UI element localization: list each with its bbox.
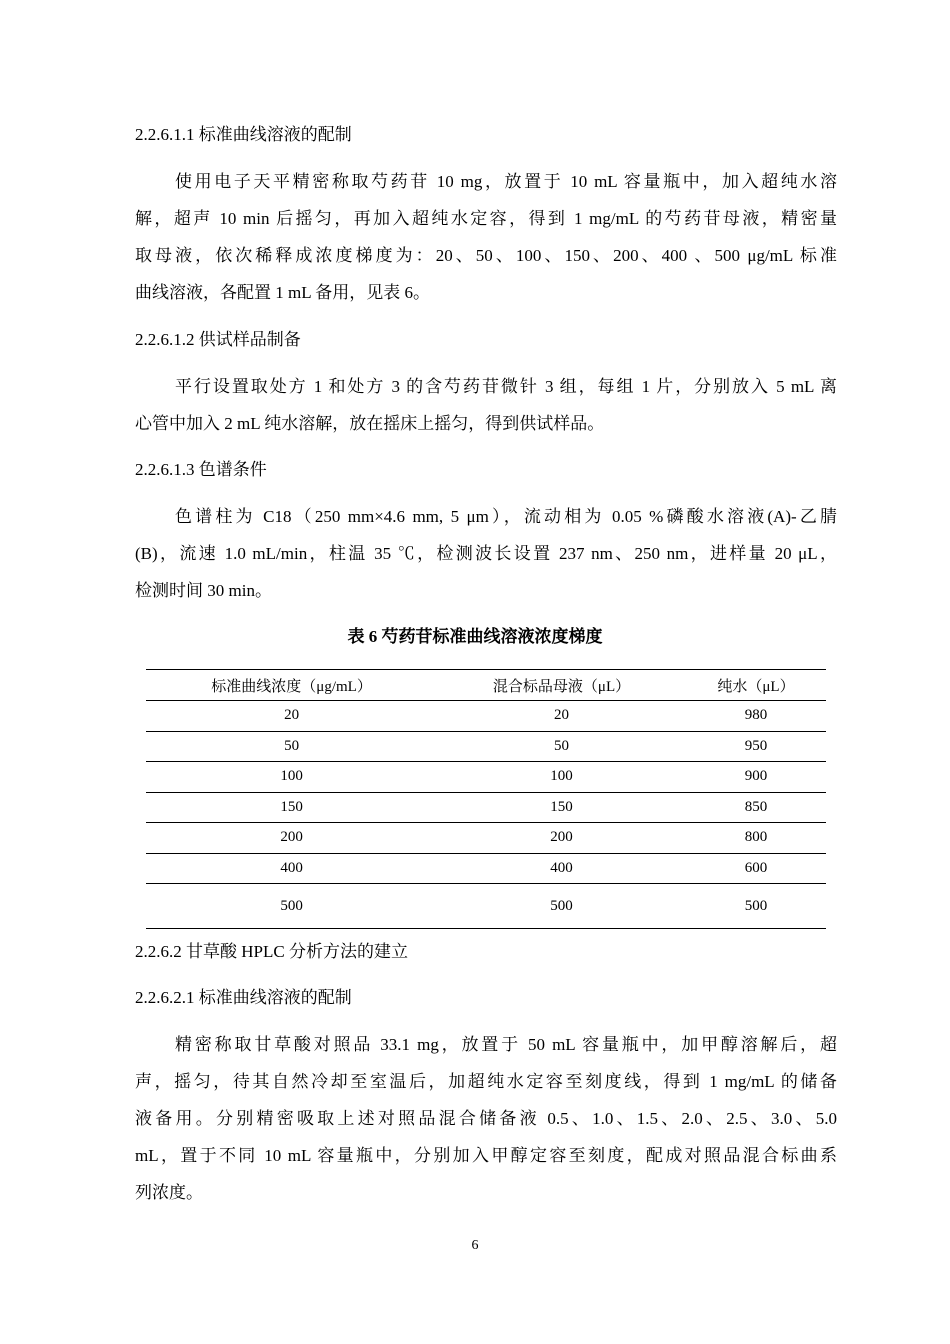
data-table [146,669,826,929]
table-cell: 200 [280,829,303,846]
table-cell: 500 [550,897,573,914]
table-title: 表 6 芍药苷标准曲线溶液浓度梯度 [347,627,603,646]
table-cell: 100 [550,768,573,785]
page-number: 6 [471,1238,479,1253]
section-heading: 2.2.6.2 甘草酸 HPLC 分析方法的建立 [135,942,408,961]
paragraph-line: 心管中加入 2 mL 纯水溶解，放在摇床上摇匀，得到供试样品。 [135,414,605,433]
section-heading: 2.2.6.1.3 色谱条件 [135,460,267,479]
table-header: 纯水（μL） [717,678,795,695]
paragraph-line: 精密称取甘草酸对照品 33.1 mg，放置于 50 mL 容量瓶中，加甲醇溶解后，超 [175,1035,837,1054]
paragraph-line: 使用电子天平精密称取芍药苷 10 mg，放置于 10 mL 容量瓶中，加入超纯水溶 [175,172,837,191]
paragraph-line: 曲线溶液，各配置 1 mL 备用，见表 6。 [135,283,430,302]
paragraph-line: 检测时间 30 min。 [135,581,272,600]
table-header: 标准曲线浓度（μg/mL） [211,678,372,695]
table-cell: 850 [744,798,768,815]
section-heading: 2.2.6.1.1 标准曲线溶液的配制 [135,125,352,144]
table-cell: 800 [744,829,768,846]
table-cell: 150 [550,798,573,815]
paragraph-line: 取母液，依次稀释成浓度梯度为：20、50、100、150、200、400 、500 μg/mL 标准 [135,246,837,265]
table-cell: 400 [550,859,573,876]
paragraph-line: 平行设置取处方 1 和处方 3 的含芍药苷微针 3 组，每组 1 片，分别放入 5 mL 离 [175,377,837,396]
table-cell: 50 [284,737,300,754]
table-cell: 100 [280,768,303,785]
paragraph-line: 声，摇匀，待其自然冷却至室温后，加超纯水定容至刻度线，得到 1 mg/mL 的储备 [135,1072,837,1091]
table-cell: 400 [280,859,303,876]
paragraph-line: 液备用。分别精密吸取上述对照品混合储备液 0.5、1.0、1.5、2.0、2.5、3.0、5.0 [135,1109,837,1128]
table-header: 混合标品母液（μL） [492,678,631,695]
section-heading: 2.2.6.2.1 标准曲线溶液的配制 [135,988,352,1007]
table-cell: 20 [284,707,300,724]
table-cell: 980 [744,707,768,724]
paragraph-line: 色谱柱为 C18（250 mm×4.6 mm, 5 μm），流动相为 0.05 %磷酸水溶液(A)-乙腈 [175,507,837,526]
section-heading: 2.2.6.1.2 供试样品制备 [135,330,301,349]
table-cell: 500 [744,897,768,914]
table-row [146,884,826,929]
table-row [146,792,826,823]
table-cell: 500 [280,897,303,914]
paragraph-line: mL，置于不同 10 mL 容量瓶中，分别加入甲醇定容至刻度，配成对照品混合标曲系 [135,1146,837,1165]
table-cell: 950 [744,737,768,754]
paragraph-line: 列浓度。 [135,1183,203,1202]
table-cell: 600 [744,859,768,876]
table-row [146,701,826,732]
table-cell: 200 [550,829,573,846]
table-cell: 900 [744,768,768,785]
table-row [146,762,826,793]
table-cell: 20 [554,707,570,724]
table-row [146,853,826,884]
table-row [146,731,826,762]
table-cell: 150 [280,798,303,815]
paragraph-line: (B)，流速 1.0 mL/min，柱温 35 ℃，检测波长设置 237 nm、250 nm，进样量 20 μL， [135,544,837,563]
paragraph-line: 解，超声 10 min 后摇匀，再加入超纯水定容，得到 1 mg/mL 的芍药苷母液，精密量 [135,209,837,228]
table-cell: 50 [554,737,570,754]
table-row [146,823,826,854]
